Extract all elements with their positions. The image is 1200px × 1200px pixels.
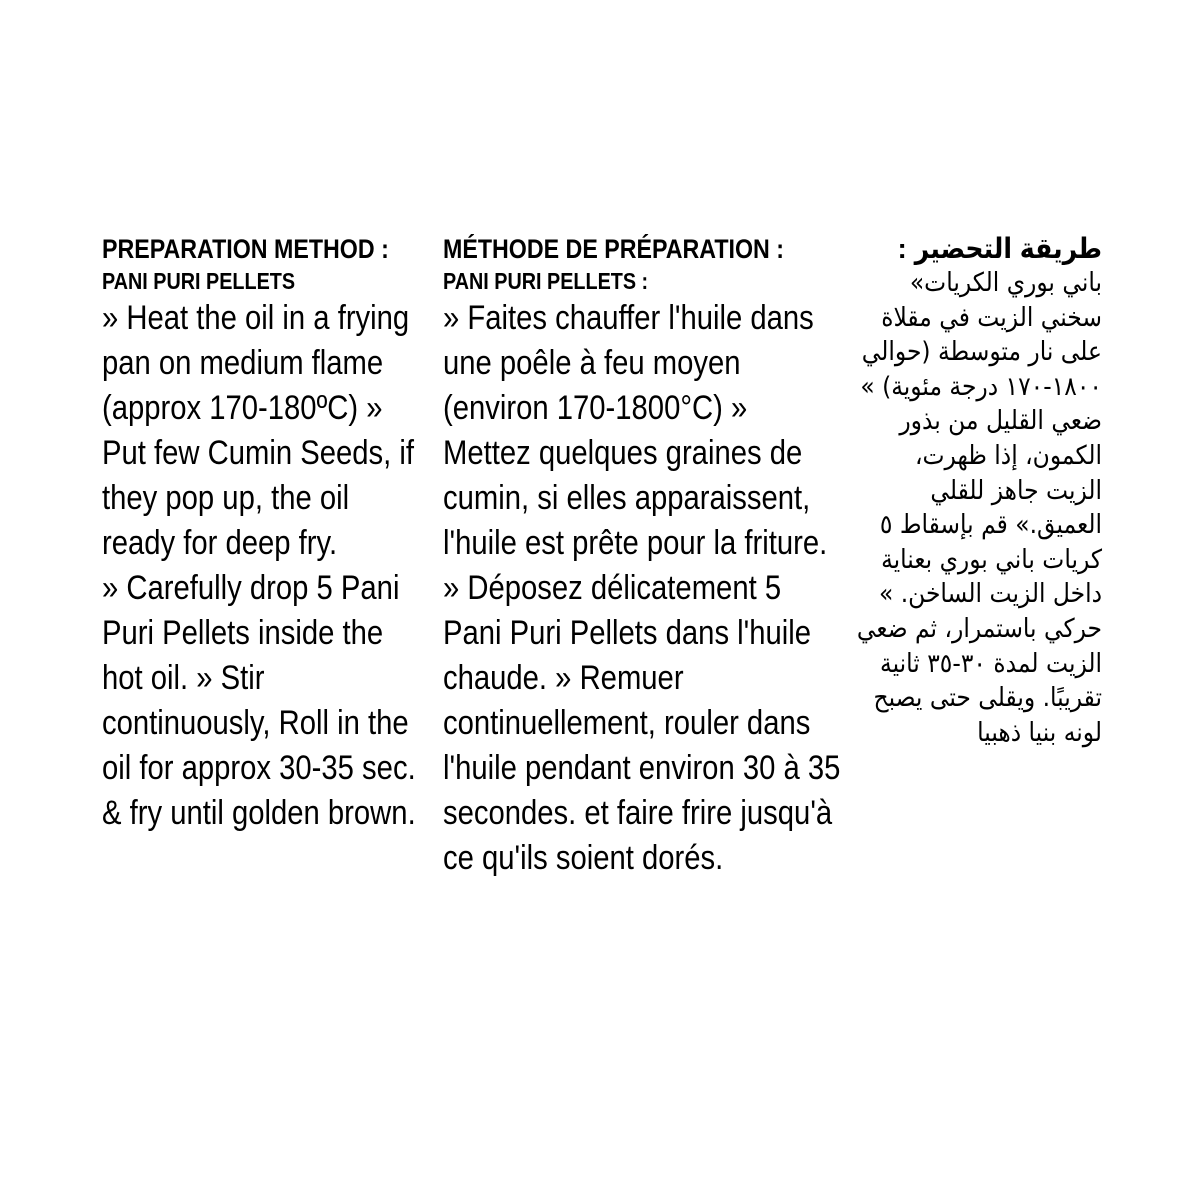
english-paragraph-1: » Heat the oil in a frying pan on medium flame (approx 170-180ºC) » Put few Cumin Seeds, if they pop up, the oil ready for deep fry. — [102, 299, 415, 562]
french-subheading: PANI PURI PELLETS : — [443, 268, 649, 294]
french-paragraph-2: » Déposez délicatement 5 Pani Puri Pellets dans l'huile chaude. » Remuer continuellement, rouler dans l'huile pendant environ 30 à 35 secondes. et faire frire jusqu'à ce qu'ils soient dorés. — [443, 569, 841, 877]
french-column — [443, 232, 843, 881]
english-paragraph-2: » Carefully drop 5 Pani Puri Pellets inside the hot oil. » Stir continuously, Roll in the oil for approx 30-35 sec. & fry until golden brown. — [102, 569, 416, 832]
english-column — [102, 232, 427, 836]
english-heading: PREPARATION METHOD : — [102, 234, 389, 264]
french-heading: MÉTHODE DE PRÉPARATION : — [443, 234, 785, 264]
arabic-body: باني بوري الكريات» سخني الزيت في مقلاة على نار متوسطة (حوالي ١٨٠٠-١٧٠ درجة مئوية) » ضعي القليل من بذور الكمون، إذا ظهرت، الزيت جاهز للقلي العميق.» قم بإسقاط ٥ كريات باني بوري بعناية داخل الزيت الساخن. » حركي باستمرار، ثم ضعي الزيت لمدة ٣٠-٣٥ ثانية تقريبًا. ويقلى حتى يصبح لونه بنيا ذهبيا — [856, 268, 1102, 748]
arabic-heading: طريقة التحضير : — [897, 233, 1102, 264]
english-subheading: PANI PURI PELLETS — [102, 268, 296, 294]
arabic-column — [852, 232, 1102, 750]
french-paragraph-1: » Faites chauffer l'huile dans une poêle à feu moyen (environ 170-1800°C) » Mettez quelques graines de cumin, si elles apparaissent, l'huile est prête pour la friture. — [443, 299, 828, 562]
